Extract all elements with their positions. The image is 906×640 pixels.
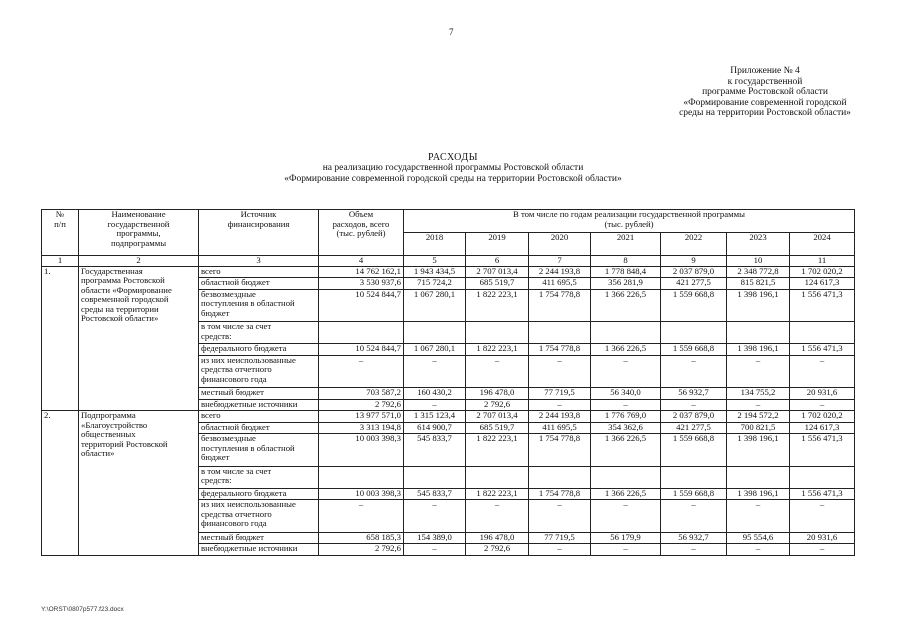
document-subtitle: «Формирование современной городской среды на территории Ростовской области» xyxy=(284,174,622,184)
year-amount: 196 478,0 xyxy=(466,388,529,400)
column-number: 1 xyxy=(42,256,79,267)
header-total: Объем расходов, всего (тыс. рублей) xyxy=(319,210,404,256)
year-amount: 1 366 226,5 xyxy=(591,344,661,356)
total-amount: 3 313 194,8 xyxy=(319,422,404,434)
year-amount: – xyxy=(661,544,727,556)
year-amount: – xyxy=(466,355,529,388)
year-amount: 700 821,5 xyxy=(727,422,790,434)
year-amount: 1 943 434,5 xyxy=(404,266,466,278)
year-amount: 1 556 471,3 xyxy=(790,434,855,467)
year-amount: – xyxy=(529,544,591,556)
appendix-line: Приложение № 4 xyxy=(730,66,800,76)
year-amount xyxy=(727,322,790,344)
year-amount: 160 430,2 xyxy=(404,388,466,400)
year-amount: 1 556 471,3 xyxy=(790,289,855,322)
year-amount: 1 776 769,0 xyxy=(591,411,661,423)
year-amount: 411 695,5 xyxy=(529,422,591,434)
year-amount: 77 719,5 xyxy=(529,388,591,400)
total-amount: – xyxy=(319,500,404,533)
year-amount: – xyxy=(661,500,727,533)
total-amount: 10 003 398,3 xyxy=(319,488,404,500)
funding-source: федерального бюджета xyxy=(199,488,319,500)
year-amount: 815 821,5 xyxy=(727,278,790,290)
year-amount: 1 754 778,8 xyxy=(529,289,591,322)
year-amount: – xyxy=(591,500,661,533)
year-amount: – xyxy=(404,544,466,556)
document-subtitle: на реализацию государственной программы Ростовской области xyxy=(322,163,584,173)
year-amount: 685 519,7 xyxy=(466,422,529,434)
year-amount: 1 754 778,8 xyxy=(529,434,591,467)
header-year: 2023 xyxy=(727,233,790,256)
header-years-group: В том числе по годам реализации государственной программы (тыс. рублей) xyxy=(404,210,855,233)
year-amount: 356 281,9 xyxy=(591,278,661,290)
year-amount: 1 822 223,1 xyxy=(466,289,529,322)
page-number: 7 xyxy=(449,27,454,37)
year-amount: 1 556 471,3 xyxy=(790,344,855,356)
year-amount: 2 792,6 xyxy=(466,399,529,411)
total-amount: 10 524 844,7 xyxy=(319,289,404,322)
year-amount xyxy=(466,466,529,488)
funding-source: федерального бюджета xyxy=(199,344,319,356)
year-amount: 2 037 879,0 xyxy=(661,411,727,423)
year-amount: 1 315 123,4 xyxy=(404,411,466,423)
year-amount: 154 389,0 xyxy=(404,532,466,544)
year-amount: – xyxy=(727,355,790,388)
total-amount xyxy=(319,466,404,488)
year-amount xyxy=(404,466,466,488)
year-amount: 1 702 020,2 xyxy=(790,411,855,423)
appendix-line: программе Ростовской области xyxy=(702,87,828,97)
year-amount: 196 478,0 xyxy=(466,532,529,544)
year-amount: 715 724,2 xyxy=(404,278,466,290)
total-amount: 3 530 937,6 xyxy=(319,278,404,290)
column-number: 11 xyxy=(790,256,855,267)
year-amount: 421 277,5 xyxy=(661,422,727,434)
appendix-note xyxy=(640,66,890,119)
year-amount: 614 900,7 xyxy=(404,422,466,434)
year-amount: 2 707 013,4 xyxy=(466,411,529,423)
year-amount: – xyxy=(661,355,727,388)
year-amount: 545 833,7 xyxy=(404,488,466,500)
year-amount: – xyxy=(529,399,591,411)
total-amount: 14 762 162,1 xyxy=(319,266,404,278)
year-amount: 95 554,6 xyxy=(727,532,790,544)
year-amount: 1 754 778,8 xyxy=(529,488,591,500)
year-amount: – xyxy=(404,399,466,411)
column-number: 5 xyxy=(404,256,466,267)
funding-source: из них неиспользованные средства отчетного финансового года xyxy=(199,355,319,388)
header-year: 2018 xyxy=(404,233,466,256)
row-number: 1. xyxy=(42,266,79,411)
year-amount: – xyxy=(404,355,466,388)
document-title: РАСХОДЫ xyxy=(428,152,478,163)
program-name: Государственная программа Ростовской области «Формирование современной городской среды на территории Ростовской области» xyxy=(79,266,199,411)
year-amount: 354 362,6 xyxy=(591,422,661,434)
year-amount: 1 398 196,1 xyxy=(727,289,790,322)
column-number: 4 xyxy=(319,256,404,267)
year-amount: 56 179,9 xyxy=(591,532,661,544)
year-amount: 77 719,5 xyxy=(529,532,591,544)
year-amount: – xyxy=(790,500,855,533)
total-amount: 658 185,3 xyxy=(319,532,404,544)
year-amount: 1 366 226,5 xyxy=(591,488,661,500)
year-amount: – xyxy=(591,355,661,388)
column-number: 7 xyxy=(529,256,591,267)
funding-source: внебюджетные источники xyxy=(199,544,319,556)
header-num: № п/п xyxy=(42,210,79,256)
header-year: 2024 xyxy=(790,233,855,256)
year-amount: 2 707 013,4 xyxy=(466,266,529,278)
year-amount: 1 559 668,8 xyxy=(661,434,727,467)
year-amount xyxy=(591,322,661,344)
file-path-footer: Y:\ORST\0807p577.f23.docx xyxy=(41,606,124,613)
year-amount: – xyxy=(661,399,727,411)
year-amount: – xyxy=(529,500,591,533)
funding-source: в том числе за счет средств: xyxy=(199,466,319,488)
year-amount: 1 398 196,1 xyxy=(727,488,790,500)
year-amount xyxy=(661,466,727,488)
year-amount: 685 519,7 xyxy=(466,278,529,290)
year-amount: 1 559 668,8 xyxy=(661,344,727,356)
year-amount xyxy=(529,466,591,488)
year-amount xyxy=(661,322,727,344)
year-amount: 56 340,0 xyxy=(591,388,661,400)
year-amount: – xyxy=(591,544,661,556)
year-amount: 1 067 280,1 xyxy=(404,344,466,356)
column-number: 9 xyxy=(661,256,727,267)
year-amount xyxy=(790,322,855,344)
year-amount: 2 244 193,8 xyxy=(529,411,591,423)
year-amount xyxy=(466,322,529,344)
year-amount: 1 754 778,8 xyxy=(529,344,591,356)
year-amount: 124 617,3 xyxy=(790,422,855,434)
table-header-row xyxy=(42,210,855,233)
year-amount: – xyxy=(790,544,855,556)
year-amount: 1 822 223,1 xyxy=(466,344,529,356)
funding-source: всего xyxy=(199,266,319,278)
column-numbers-row xyxy=(42,256,855,267)
year-amount: – xyxy=(591,399,661,411)
year-amount: 2 037 879,0 xyxy=(661,266,727,278)
year-amount: 1 778 848,4 xyxy=(591,266,661,278)
year-amount: 1 067 280,1 xyxy=(404,289,466,322)
column-number: 6 xyxy=(466,256,529,267)
year-amount: 421 277,5 xyxy=(661,278,727,290)
year-amount: – xyxy=(727,399,790,411)
year-amount: 20 931,6 xyxy=(790,388,855,400)
year-amount: 2 792,6 xyxy=(466,544,529,556)
year-amount: 134 755,2 xyxy=(727,388,790,400)
header-year: 2020 xyxy=(529,233,591,256)
funding-source: из них неиспользованные средства отчетного финансового года xyxy=(199,500,319,533)
year-amount: 56 932,7 xyxy=(661,388,727,400)
column-number: 10 xyxy=(727,256,790,267)
total-amount: 2 792,6 xyxy=(319,544,404,556)
funding-source: областной бюджет xyxy=(199,422,319,434)
funding-source: местный бюджет xyxy=(199,388,319,400)
table-row xyxy=(42,411,855,423)
year-amount: 411 695,5 xyxy=(529,278,591,290)
document-heading xyxy=(40,152,866,185)
total-amount: 13 977 571,0 xyxy=(319,411,404,423)
funding-source: в том числе за счет средств: xyxy=(199,322,319,344)
column-number: 3 xyxy=(199,256,319,267)
year-amount: 2 244 193,8 xyxy=(529,266,591,278)
year-amount: – xyxy=(529,355,591,388)
funding-source: безвозмездные поступления в областной бюджет xyxy=(199,434,319,467)
year-amount: – xyxy=(790,355,855,388)
funding-source: внебюджетные источники xyxy=(199,399,319,411)
total-amount: – xyxy=(319,355,404,388)
total-amount xyxy=(319,322,404,344)
year-amount xyxy=(727,466,790,488)
year-amount: 56 932,7 xyxy=(661,532,727,544)
year-amount xyxy=(529,322,591,344)
year-amount xyxy=(404,322,466,344)
total-amount: 10 003 398,3 xyxy=(319,434,404,467)
funding-source: местный бюджет xyxy=(199,532,319,544)
year-amount: 1 366 226,5 xyxy=(591,434,661,467)
year-amount: 1 398 196,1 xyxy=(727,434,790,467)
year-amount: – xyxy=(727,500,790,533)
funding-source: областной бюджет xyxy=(199,278,319,290)
funding-source: безвозмездные поступления в областной бюджет xyxy=(199,289,319,322)
year-amount: 2 194 572,2 xyxy=(727,411,790,423)
appendix-line: среды на территории Ростовской области» xyxy=(679,108,851,118)
year-amount: – xyxy=(727,544,790,556)
year-amount xyxy=(591,466,661,488)
year-amount: 545 833,7 xyxy=(404,434,466,467)
year-amount: 1 556 471,3 xyxy=(790,488,855,500)
year-amount: 124 617,3 xyxy=(790,278,855,290)
column-number: 2 xyxy=(79,256,199,267)
year-amount: – xyxy=(404,500,466,533)
table-row xyxy=(42,266,855,278)
total-amount: 10 524 844,7 xyxy=(319,344,404,356)
header-year: 2022 xyxy=(661,233,727,256)
year-amount: 2 348 772,8 xyxy=(727,266,790,278)
header-year: 2019 xyxy=(466,233,529,256)
column-number: 8 xyxy=(591,256,661,267)
year-amount: 1 822 223,1 xyxy=(466,488,529,500)
header-year: 2021 xyxy=(591,233,661,256)
row-number: 2. xyxy=(42,411,79,556)
total-amount: 703 587,2 xyxy=(319,388,404,400)
year-amount xyxy=(790,466,855,488)
year-amount: 1 366 226,5 xyxy=(591,289,661,322)
header-source: Источник финансирования xyxy=(199,210,319,256)
appendix-line: к государственной xyxy=(727,76,803,87)
header-name: Наименование государственной программы, подпрограммы xyxy=(79,210,199,256)
year-amount: 1 822 223,1 xyxy=(466,434,529,467)
year-amount: – xyxy=(790,399,855,411)
total-amount: 2 792,6 xyxy=(319,399,404,411)
year-amount: 1 702 020,2 xyxy=(790,266,855,278)
year-amount: 1 398 196,1 xyxy=(727,344,790,356)
year-amount: 1 559 668,8 xyxy=(661,488,727,500)
funding-source: всего xyxy=(199,411,319,423)
program-name: Подпрограмма «Благоустройство общественных территорий Ростовской области» xyxy=(79,411,199,556)
expenses-table xyxy=(41,209,855,556)
appendix-line: «Формирование современной городской xyxy=(683,97,847,108)
year-amount: 1 559 668,8 xyxy=(661,289,727,322)
year-amount: – xyxy=(466,500,529,533)
year-amount: 20 931,6 xyxy=(790,532,855,544)
